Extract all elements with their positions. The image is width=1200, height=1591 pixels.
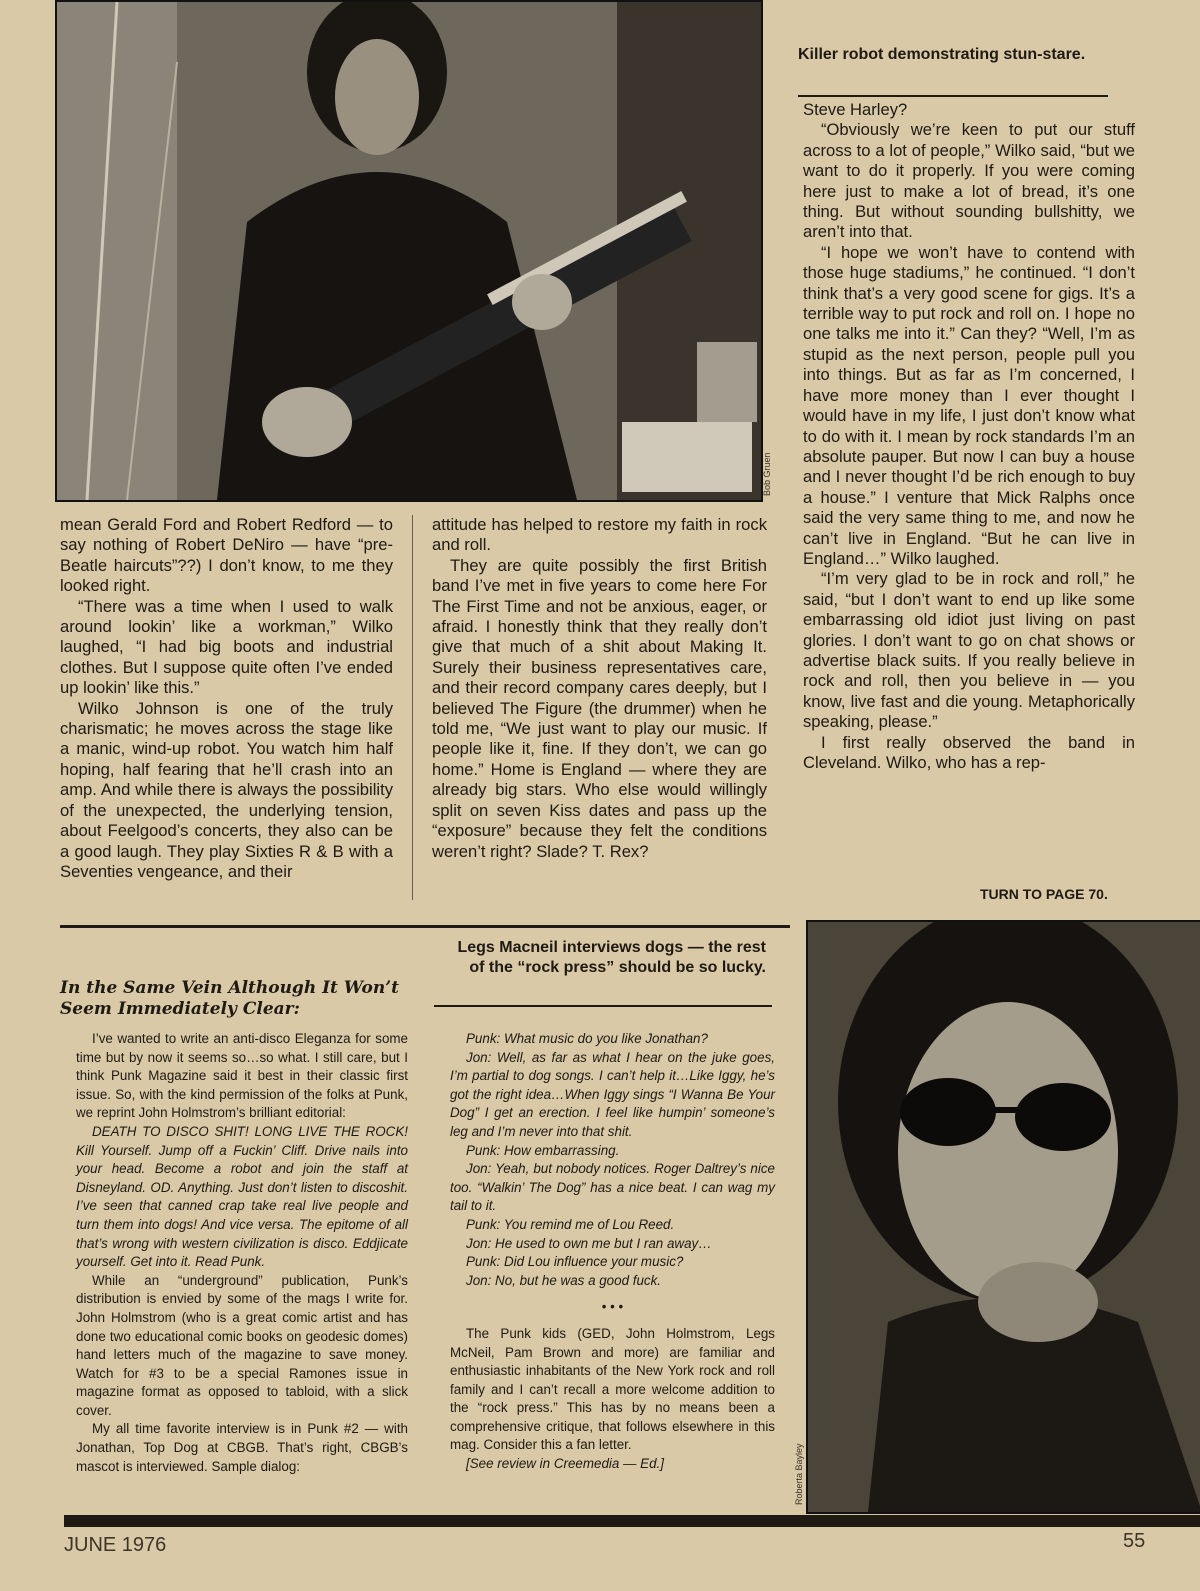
col1-paragraph: Wilko Johnson is one of the truly charismatic; he moves across the stage like a manic, wind-up robot. You watch him half hoping, half fearing that he’ll crash into an amp. And while there is always the possibility of the unexpected, the underlying tension, about Feelgood’s concerts, they also can be a good laugh. They play Sixties R & B with a Seventies vengeance, and their (60, 698, 393, 881)
editor-note: [See review in Creemedia — Ed.] (466, 1456, 664, 1472)
footer-date: JUNE 1976 (64, 1534, 167, 1556)
dialog-line: Punk: You remind me of Lou Reed. (466, 1216, 675, 1232)
dialog-line: Jon: No, but he was a good fuck. (466, 1272, 662, 1288)
section-rule (60, 925, 790, 928)
dialog-line: Jon: Yeah, but nobody notices. Roger Daltrey’s nice too. “Walkin’ The Dog” has a nice beat. I can wag my tail to it. (450, 1161, 775, 1214)
sidebar1-paragraph: I’ve wanted to write an anti-disco Eleganza for some time but by now it seems so…so what. I still care, but I think Punk Magazine said it best in their classic first issue. So, with the kind permission of the folks at Punk, we reprint John Holmstrom’s brilliant editorial: (76, 1031, 408, 1121)
col3-paragraph: “I’m very glad to be in rock and roll,” he said, “but I don’t want to end up like some embarrassing old idiot just living on past glories. I don’t want to go on chat shows or advertise black suits. If you really believe in rock and roll, then you believe in — you know, live fast and die young. Metaphorically speaking, please.” (803, 569, 1135, 732)
photo-credit-top: Bob Gruen (762, 452, 772, 496)
sidebar1-heading: In the Same Vein Although It Won’t Seem Immediately Clear: (60, 978, 399, 1019)
dialog-line: Punk: How embarrassing. (466, 1142, 620, 1158)
bottom-photo-portrait (806, 920, 1200, 1514)
dialog-line: Jon: Well, as far as what I hear on the juke goes, I’m partial to dog songs. I can’t help it…Like Iggy, he’s got the right idea…When Iggy sings “I Wanna Be Your Dog” I get an erection. I feel like humpin’ someone’s leg and I’m never into that shit. (450, 1049, 775, 1139)
sidebar2-body (450, 1030, 775, 1474)
sidebar1-paragraph: While an “underground” publication, Punk’s distribution is envied by some of the mags I write for. John Holmstrom (who is a great comic artist and has done two educational comic books on geodesic domes) hand letters much of the magazine to save money. Watch for #3 to be a special Ramones issue in magazine format as opposed to tabloid, with a slick cover. (76, 1272, 408, 1418)
bottom-rule (64, 1515, 1200, 1527)
col2-paragraph: They are quite possibly the first British band I’ve met in five years to come here For The First Time and not be anxious, eager, or afraid. I honestly think that they really don’t give that much of a shit about Making It. Surely their business representatives care, and their record company cares deeply, but I believed The Figure (the drummer) when he told me, “We just want to play our music. If people like it, fine. If they don’t, we can go home.” Home is England — where they are already big stars. Who else would willingly split on seven Kiss dates and pass up the “exposure” because they felt the conditions weren’t right? Slade? T. Rex? (432, 555, 767, 861)
article-column-2 (432, 515, 767, 862)
article-column-3 (803, 100, 1135, 773)
sidebar1-body (76, 1030, 408, 1476)
section-separator: • • • (601, 1299, 624, 1315)
portrait-photo-image (808, 922, 1200, 1512)
top-photo-guitarist (55, 0, 763, 502)
sidebar2-heading: Legs Macneil interviews dogs — the rest of the “rock press” should be so lucky. (457, 939, 766, 976)
col3-paragraph: I first really observed the band in Cleveland. Wilko, who has a rep- (803, 732, 1135, 772)
col3-paragraph: “Obviously we’re keen to put our stuff across to a lot of people,” Wilko said, “but we want to do it properly. If you were coming here just to make a lot of bread, it’s one thing. But without sounding bullshitty, we aren’t into that. (803, 120, 1135, 242)
caption-rule (798, 95, 1108, 97)
guitarist-photo-image (57, 2, 761, 500)
sidebar1-editorial: DEATH TO DISCO SHIT! LONG LIVE THE ROCK! Kill Yourself. Jump off a Fuckin’ Cliff. Drive nails into your head. Become a robot and join the staff at Disneyland. OD. Anything. Just don’t listen to discoshit. I’ve seen that canned crap take real live people and turn them into dogs! And vice versa. The epitome of all that’s wrong with western civilization is disco. Eddjicate yourself. Get into it. Read Punk. (76, 1123, 408, 1270)
article-column-1 (60, 515, 393, 882)
sidebar2-paragraph: The Punk kids (GED, John Holmstrom, Legs McNeil, Pam Brown and more) are familiar and enthusiastic inhabitants of the New York rock and roll family and I can’t recall a more welcome addition to the “rock press.” This has by no means been a comprehensive critique, that follows elsewhere in this mag. Consider this a fan letter. (450, 1325, 775, 1453)
col1-paragraph: “There was a time when I used to walk around lookin’ like a workman,” Wilko laughed, “I had big boots and industrial clothes. But I suppose quite often I’ve ended up lookin’ like this.” (60, 596, 393, 698)
page-number: 55 (1123, 1530, 1146, 1552)
dialog-line: Punk: Did Lou influence your music? (466, 1254, 684, 1270)
col1-paragraph: mean Gerald Ford and Robert Redford — to say nothing of Robert DeNiro — have “pre-Beatle haircuts”??) I don’t know, to me they looked right. (60, 515, 393, 596)
sidebar1-paragraph: My all time favorite interview is in Punk #2 — with Jonathan, Top Dog at CBGB. That’s right, CBGB’s mascot is interviewed. Sample dialog: (76, 1421, 408, 1474)
photo-caption: Killer robot demonstrating stun-stare. (798, 46, 1086, 63)
photo-credit-bottom: Roberta Bayley (794, 1443, 804, 1505)
sidebar2-rule (434, 1005, 772, 1007)
turn-to-page: TURN TO PAGE 70. (980, 886, 1108, 902)
dialog-line: Jon: He used to own me but I ran away… (466, 1235, 712, 1251)
col3-paragraph: “I hope we won’t have to contend with those huge stadiums,” he continued. “I don’t think that’s a very good scene for gigs. It’s a terrible way to put rock and roll on. I hope no one talks me into it.” Can they? “Well, I’m as stupid as the next person, people pull you into things. But as far as I’m concerned, I have more money than I ever thought I would have in my life, I just don’t know what to do with it. I mean by rock standards I’m an absolute pauper. But now I can buy a house and I never thought I’d be rich enough to buy a house.” I venture that Mick Ralphs once said the very same thing to me, and now he can’t live in England. “But he can live in England…” Wilko laughed. (803, 242, 1135, 568)
col2-paragraph: attitude has helped to restore my faith in rock and roll. (432, 515, 767, 555)
dialog-line: Punk: What music do you like Jonathan? (466, 1031, 708, 1046)
column-divider (412, 515, 413, 900)
col3-paragraph: Steve Harley? (803, 100, 908, 119)
